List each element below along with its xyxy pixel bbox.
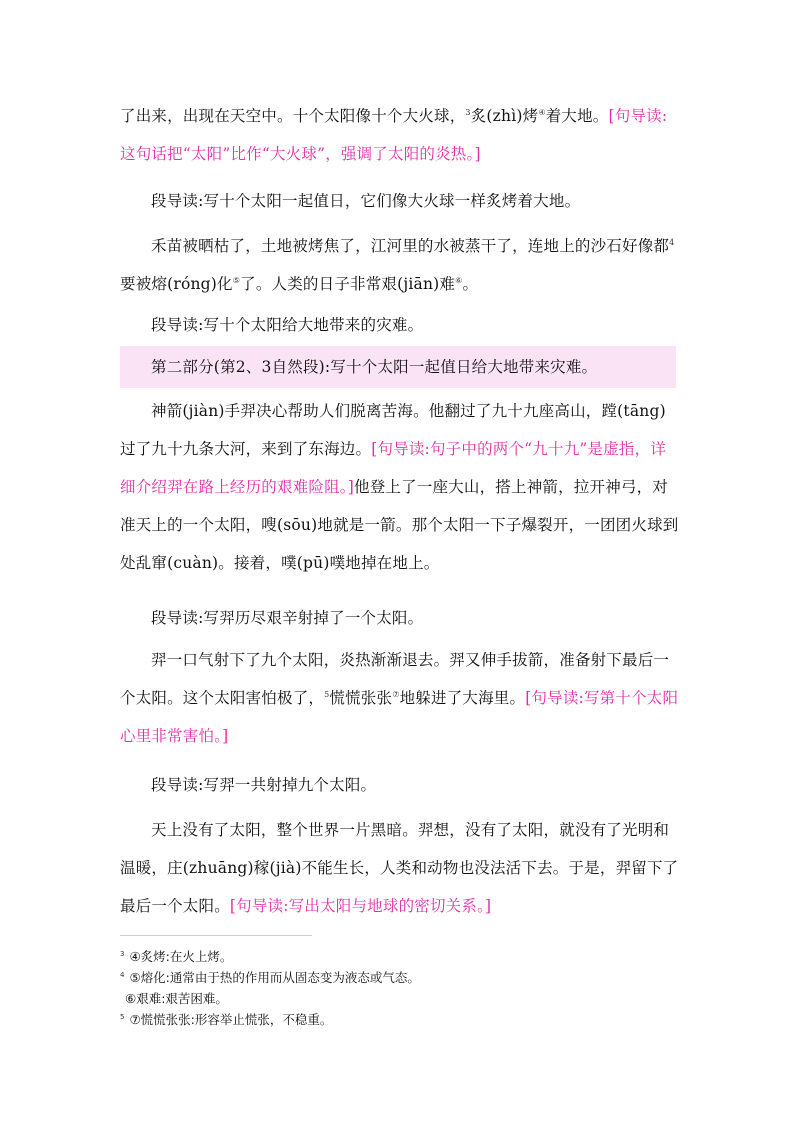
paragraph-guide-2: 段导读:写十个太阳给大地带来的灾难。 xyxy=(151,316,424,334)
footnote-text: ⑥艰难:艰苦困难。 xyxy=(125,991,228,1007)
footnote-text: ④炙烤:在火上烤。 xyxy=(129,949,233,965)
sentence-guide: [句导读:写第十个太阳心里非常害怕。] xyxy=(120,689,679,745)
footnote xyxy=(120,944,680,967)
paragraph-text: 慌慌张张 xyxy=(329,689,393,707)
footnote xyxy=(120,986,680,1009)
footnote-ref: ④ xyxy=(538,107,546,117)
paragraph-sun-fireballs xyxy=(120,97,680,173)
footnote-text: ⑤熔化:通常由于热的作用而从固态变为液态或气态。 xyxy=(129,970,420,986)
footnote-divider xyxy=(120,935,312,936)
paragraph-guide-1: 段导读:写十个太阳一起值日，它们像大火球一样炙烤着大地。 xyxy=(151,192,581,210)
paragraph-text: 。 xyxy=(462,275,479,293)
paragraph-text: 炙(zhì)烤 xyxy=(470,107,539,125)
footnote xyxy=(120,1007,680,1030)
footnote xyxy=(120,965,680,988)
footnote-mark: 4 xyxy=(120,971,125,979)
paragraph-text: 了。人类的日子非常艰(jiān)难 xyxy=(240,275,456,293)
paragraph-text: 羿一口气射下了九个太阳，炎热渐渐退去。羿又伸手拔箭，准备射下最后一个太阳。这个太阳害怕极了， xyxy=(120,651,670,707)
sentence-guide: [句导读:写出太阳与地球的密切关系。] xyxy=(229,897,492,915)
paragraph-text: 他登上了一座大山，搭上神箭，拉开神弓，对准天上的一个太阳，嗖(sōu)地就是一箭。那个太阳一下子爆裂开，一团团火球到处乱窜(cuàn)。接着，噗(pū)噗地掉在地上。 xyxy=(120,478,679,572)
paragraph-archer xyxy=(120,392,680,582)
footnote-ref: ⑦ xyxy=(392,689,400,699)
paragraph-text: 禾苗被晒枯了，土地被烤焦了，江河里的水被蒸干了，连地上的沙石好像都 xyxy=(151,237,670,255)
page-ref-mark: 4 xyxy=(669,237,675,247)
footnote-ref: ⑥ xyxy=(455,275,463,285)
page-ref-mark: 5 xyxy=(324,689,330,699)
paragraph-guide-3: 段导读:写羿历尽艰辛射掉了一个太阳。 xyxy=(151,609,424,627)
paragraph-text: 要被熔(róng)化 xyxy=(120,275,233,293)
paragraph-last-sun xyxy=(120,811,680,925)
footnote-ref: ⑤ xyxy=(232,275,241,285)
sentence-guide: [句导读:句子中的两个“九十九”是虚指，详细介绍羿在路上经历的艰难险阻。] xyxy=(120,440,667,496)
section-summary: 第二部分(第2、3自然段):写十个太阳一起值日给大地带来灾难。 xyxy=(151,358,598,376)
footnote-mark: 5 xyxy=(120,1013,125,1021)
paragraph-text: 神箭(jiàn)手羿决心帮助人们脱离苦海。他翻过了九十九座高山，蹚(tāng)过了九十九条大河，来到了东海边。 xyxy=(120,402,666,458)
paragraph-guide-4: 段导读:写羿一共射掉九个太阳。 xyxy=(151,776,377,794)
sentence-guide: [句导读:这句话把“太阳”比作“大火球”，强调了太阳的炎热。] xyxy=(120,107,668,163)
paragraph-text: 地躲进了大海里。 xyxy=(399,689,526,707)
paragraph-disaster xyxy=(120,227,680,303)
paragraph-text: 了出来，出现在天空中。十个太阳像十个大火球， xyxy=(120,107,466,125)
paragraph-text: 天上没有了太阳，整个世界一片黑暗。羿想，没有了太阳，就没有了光明和温暖，庄(zhuāng)稼(jià)不能生长，人类和动物也没法活下去。于是，羿留下了最后一个太阳。 xyxy=(120,821,679,915)
paragraph-text: 着大地。 xyxy=(545,107,609,125)
footnote-text: ⑦慌慌张张:形容举止慌张，不稳重。 xyxy=(129,1012,333,1028)
footnote-mark: 3 xyxy=(120,950,125,958)
page-ref-mark: 3 xyxy=(465,107,471,117)
paragraph-nine-suns xyxy=(120,641,680,755)
